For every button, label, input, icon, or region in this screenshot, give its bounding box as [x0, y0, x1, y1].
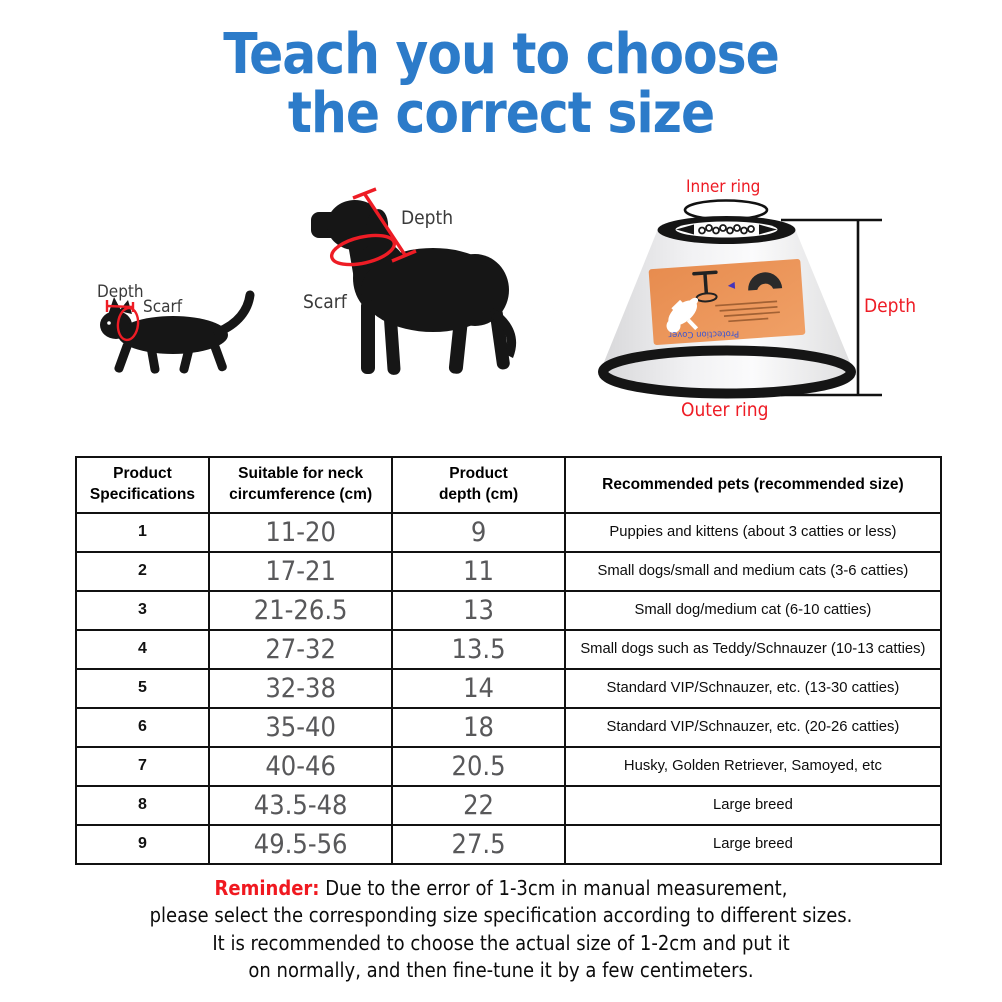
- cell-spec-number: 1: [76, 513, 209, 552]
- reminder-line-4: on normally, and then fine-tune it by a few centimeters.: [248, 958, 754, 983]
- cell-neck-circumference: 17-21: [209, 552, 392, 591]
- cell-spec-number: 8: [76, 786, 209, 825]
- dog-scarf-label: Scarf: [303, 290, 347, 313]
- cell-product-depth: 13.5: [392, 630, 564, 669]
- inner-ring-label: Inner ring: [686, 176, 761, 197]
- table-row: [76, 825, 941, 864]
- cell-product-depth: 9: [392, 513, 564, 552]
- table-row: [76, 708, 941, 747]
- table-row: [76, 786, 941, 825]
- table-row: [76, 591, 941, 630]
- cell-spec-number: 4: [76, 630, 209, 669]
- cell-recommended-pets: Standard VIP/Schnauzer, etc. (13-30 catties): [565, 669, 941, 708]
- column-header: Recommended pets (recommended size): [565, 457, 941, 513]
- cell-product-depth: 13: [392, 591, 564, 630]
- cell-recommended-pets: Standard VIP/Schnauzer, etc. (20-26 catties): [565, 708, 941, 747]
- cell-neck-circumference: 40-46: [209, 747, 392, 786]
- reminder-note: [0, 875, 1002, 985]
- cell-product-depth: 27.5: [392, 825, 564, 864]
- cell-product-depth: 14: [392, 669, 564, 708]
- cell-neck-circumference: 35-40: [209, 708, 392, 747]
- header-row: [76, 457, 941, 513]
- reminder-line-2: please select the corresponding size specification according to different sizes.: [149, 903, 853, 928]
- column-header: Suitable for neck circumference (cm): [209, 457, 392, 513]
- reminder-line-3: It is recommended to choose the actual size of 1-2cm and put it: [212, 930, 790, 955]
- cell-recommended-pets: Small dogs/small and medium cats (3-6 catties): [565, 552, 941, 591]
- cell-neck-circumference: 32-38: [209, 669, 392, 708]
- cell-recommended-pets: Puppies and kittens (about 3 catties or less): [565, 513, 941, 552]
- cat-tail: [218, 295, 250, 332]
- cat-scarf-label: Scarf: [143, 296, 183, 317]
- cell-recommended-pets: Small dog/medium cat (6-10 catties): [565, 591, 941, 630]
- cell-product-depth: 22: [392, 786, 564, 825]
- table-row: [76, 552, 941, 591]
- cell-neck-circumference: 27-32: [209, 630, 392, 669]
- cell-spec-number: 7: [76, 747, 209, 786]
- measurement-diagrams: [0, 152, 1002, 454]
- cone-depth-label: Depth: [864, 294, 917, 317]
- cell-product-depth: 11: [392, 552, 564, 591]
- product-label-sticker: [649, 258, 806, 344]
- reminder-label: Reminder:: [214, 875, 320, 900]
- size-table: [75, 456, 942, 865]
- cell-neck-circumference: 43.5-48: [209, 786, 392, 825]
- column-header: Product Specifications: [76, 457, 209, 513]
- reminder-line-1: Due to the error of 1-3cm in manual measurement,: [325, 875, 788, 900]
- cell-product-depth: 18: [392, 708, 564, 747]
- cat-eye: [107, 321, 111, 325]
- cell-recommended-pets: Large breed: [565, 786, 941, 825]
- cell-recommended-pets: Large breed: [565, 825, 941, 864]
- cell-spec-number: 3: [76, 591, 209, 630]
- cell-recommended-pets: Small dogs such as Teddy/Schnauzer (10-13 catties): [565, 630, 941, 669]
- cell-neck-circumference: 49.5-56: [209, 825, 392, 864]
- cell-spec-number: 2: [76, 552, 209, 591]
- dog-depth-label: Depth: [401, 206, 454, 229]
- cell-neck-circumference: 21-26.5: [209, 591, 392, 630]
- cat-depth-label: Depth: [97, 281, 144, 302]
- cell-spec-number: 9: [76, 825, 209, 864]
- table-row: [76, 747, 941, 786]
- cell-spec-number: 6: [76, 708, 209, 747]
- column-header: Product depth (cm): [392, 457, 564, 513]
- cell-spec-number: 5: [76, 669, 209, 708]
- label-brand-text: Protection Cover: [668, 327, 740, 340]
- table-row: [76, 630, 941, 669]
- table-row: [76, 513, 941, 552]
- table-row: [76, 669, 941, 708]
- title-line-1: Teach you to choose: [223, 22, 779, 87]
- size-table-body: [76, 513, 941, 864]
- title-line-2: the correct size: [287, 80, 715, 146]
- cell-product-depth: 20.5: [392, 747, 564, 786]
- cell-neck-circumference: 11-20: [209, 513, 392, 552]
- cell-recommended-pets: Husky, Golden Retriever, Samoyed, etc: [565, 747, 941, 786]
- page-title: [0, 0, 1002, 144]
- outer-ring-label: Outer ring: [681, 398, 769, 421]
